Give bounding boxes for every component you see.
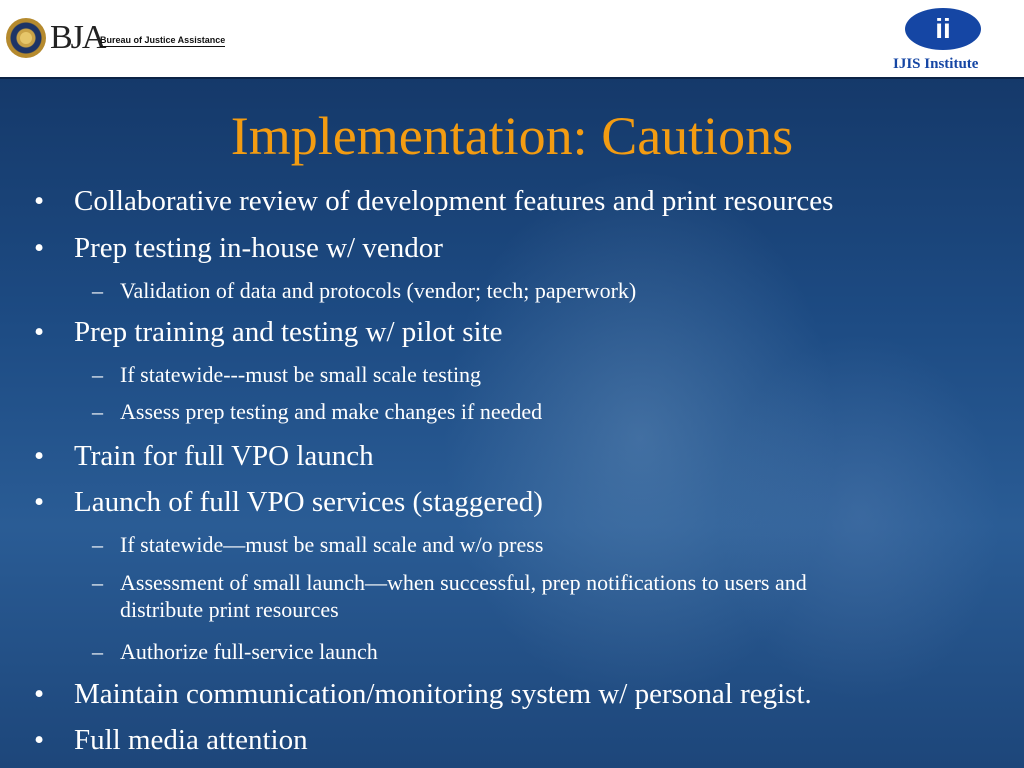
bullet-text: Full media attention — [74, 724, 308, 756]
divider — [0, 77, 1024, 79]
sub-bullet-marker: – — [92, 532, 103, 557]
slide-title: Implementation: Cautions — [230, 106, 794, 166]
doj-seal-icon — [6, 18, 46, 58]
bullet-marker: • — [34, 185, 45, 217]
bullet-marker: • — [34, 486, 45, 518]
sub-bullet-text: Assessment of small launch—when successful, prep notifications to users and — [120, 570, 807, 595]
bullet-text: Maintain communication/monitoring system w/ personal regist. — [74, 678, 812, 710]
bja-name: Bureau of Justice Assistance — [100, 35, 226, 45]
ijis-name: IJIS Institute — [893, 56, 979, 72]
header-bar — [0, 0, 1024, 77]
seal-center — [20, 32, 32, 44]
sub-bullet-text: Authorize full-service launch — [120, 639, 378, 664]
slide-body — [0, 77, 1024, 768]
bullet-text: Launch of full VPO services (staggered) — [74, 486, 543, 518]
sub-bullet-marker: – — [92, 399, 103, 424]
sub-bullet-marker: – — [92, 278, 103, 303]
bullet-marker: • — [34, 440, 45, 472]
sub-bullet-marker: – — [92, 570, 103, 595]
sub-bullet-text: Validation of data and protocols (vendor; tech; paperwork) — [120, 278, 637, 303]
sub-bullet-text: If statewide---must be small scale testing — [120, 362, 482, 387]
bullet-marker: • — [34, 316, 45, 348]
sub-bullet-marker: – — [92, 362, 103, 387]
bja-logo: BJA — [50, 19, 105, 56]
bullet-text: Train for full VPO launch — [74, 440, 374, 472]
sub-bullet-text: distribute print resources — [120, 597, 339, 622]
sub-bullet-marker: – — [92, 639, 103, 664]
bullet-marker: • — [34, 678, 45, 710]
bullet-text: Prep training and testing w/ pilot site — [74, 316, 503, 348]
bullet-text: Collaborative review of development features and print resources — [74, 185, 834, 217]
bullet-marker: • — [34, 232, 45, 264]
sub-bullet-text: If statewide—must be small scale and w/o press — [120, 532, 544, 557]
bullet-text: Prep testing in-house w/ vendor — [74, 232, 443, 264]
ijis-logo: ii — [905, 8, 981, 50]
bullet-marker: • — [34, 724, 45, 756]
sub-bullet-text: Assess prep testing and make changes if needed — [120, 399, 543, 424]
